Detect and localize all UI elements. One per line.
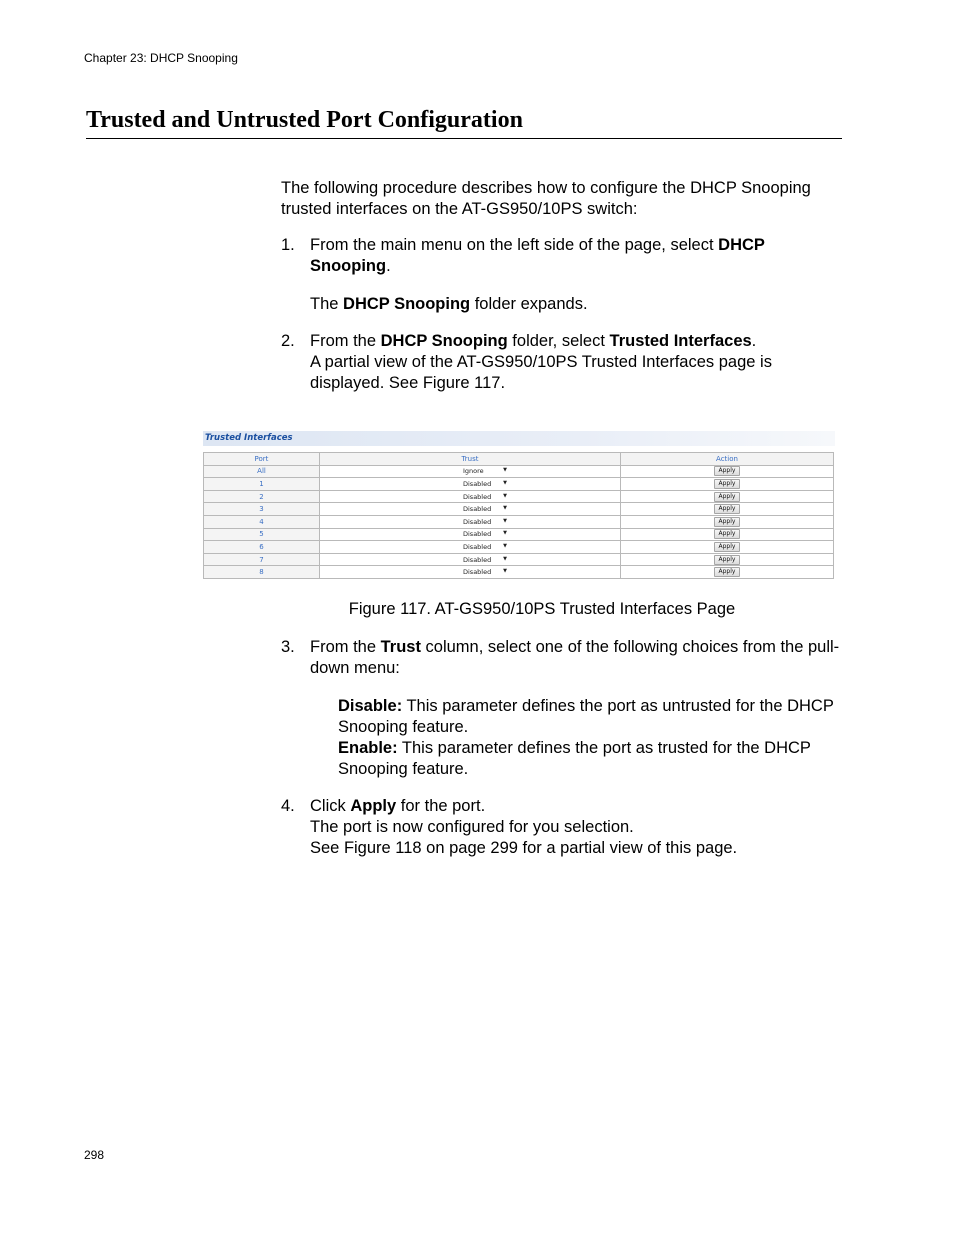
apply-button[interactable]: Apply bbox=[714, 555, 740, 565]
apply-button[interactable]: Apply bbox=[714, 479, 740, 489]
apply-button[interactable]: Apply bbox=[714, 529, 740, 539]
step-3 bbox=[281, 637, 841, 780]
trust-select[interactable]: Disabled ▼ bbox=[463, 479, 507, 488]
choice-enable: Enable: This parameter defines the port as trusted for the DHCP Snooping feature. bbox=[338, 739, 811, 778]
procedure-lower bbox=[281, 637, 841, 859]
step-number: 1. bbox=[281, 236, 295, 254]
apply-button[interactable]: Apply bbox=[714, 517, 740, 527]
apply-button[interactable]: Apply bbox=[714, 466, 740, 476]
step-2-result: A partial view of the AT-GS950/10PS Trusted Interfaces page is displayed. See Figure 117. bbox=[310, 353, 772, 392]
step-2-text: From the DHCP Snooping folder, select Trusted Interfaces. bbox=[310, 332, 757, 350]
dropdown-caret-icon: ▼ bbox=[503, 517, 507, 524]
column-header-action: Action bbox=[621, 453, 834, 466]
step-number: 3. bbox=[281, 638, 295, 656]
step-3-text: From the Trust column, select one of the following choices from the pull-down menu: bbox=[310, 638, 840, 677]
dropdown-caret-icon: ▼ bbox=[503, 505, 507, 512]
trust-select[interactable]: Disabled ▼ bbox=[463, 505, 507, 514]
port-cell: 5 bbox=[204, 528, 320, 541]
dropdown-caret-icon: ▼ bbox=[503, 530, 507, 537]
port-cell: 7 bbox=[204, 553, 320, 566]
step-number: 2. bbox=[281, 332, 295, 350]
trust-select[interactable]: Ignore ▼ bbox=[463, 467, 507, 476]
step-4-text: Click Apply for the port. bbox=[310, 797, 486, 815]
step-1 bbox=[281, 235, 841, 315]
figure-caption: Figure 117. AT-GS950/10PS Trusted Interfaces Page bbox=[348, 600, 736, 618]
table-row bbox=[204, 541, 834, 554]
port-cell: 3 bbox=[204, 503, 320, 516]
port-cell: 8 bbox=[204, 566, 320, 579]
dropdown-caret-icon: ▼ bbox=[503, 492, 507, 499]
port-cell: All bbox=[204, 465, 320, 478]
step-4-reference: See Figure 118 on page 299 for a partial view of this page. bbox=[310, 839, 738, 857]
table-header-row bbox=[204, 453, 834, 466]
page-number: 298 bbox=[84, 1148, 105, 1162]
port-cell: 4 bbox=[204, 515, 320, 528]
trust-select[interactable]: Disabled ▼ bbox=[463, 542, 507, 551]
port-cell: 1 bbox=[204, 478, 320, 491]
apply-button[interactable]: Apply bbox=[714, 492, 740, 502]
table-row bbox=[204, 490, 834, 503]
column-header-port: Port bbox=[204, 453, 320, 466]
step-1-result: The DHCP Snooping folder expands. bbox=[310, 295, 588, 313]
panel-title: Trusted Interfaces bbox=[203, 431, 835, 446]
table-row bbox=[204, 503, 834, 516]
procedure-upper bbox=[281, 178, 841, 394]
dropdown-caret-icon: ▼ bbox=[503, 479, 507, 486]
column-header-trust: Trust bbox=[320, 453, 621, 466]
apply-button[interactable]: Apply bbox=[714, 504, 740, 514]
table-row bbox=[204, 566, 834, 579]
step-2 bbox=[281, 331, 841, 394]
apply-button[interactable]: Apply bbox=[714, 542, 740, 552]
section-title: Trusted and Untrusted Port Configuration bbox=[86, 106, 842, 139]
choice-list bbox=[310, 696, 841, 780]
table-row bbox=[204, 553, 834, 566]
table-row bbox=[204, 515, 834, 528]
dropdown-caret-icon: ▼ bbox=[503, 568, 507, 575]
trust-select[interactable]: Disabled ▼ bbox=[463, 555, 507, 564]
intro-paragraph: The following procedure describes how to configure the DHCP Snooping trusted interfaces on the AT-GS950/10PS switch: bbox=[281, 179, 811, 218]
table-row bbox=[204, 465, 834, 478]
step-4-result: The port is now configured for you selection. bbox=[310, 818, 634, 836]
dropdown-caret-icon: ▼ bbox=[503, 467, 507, 474]
trusted-interfaces-table bbox=[203, 452, 834, 579]
table-row bbox=[204, 528, 834, 541]
step-number: 4. bbox=[281, 797, 295, 815]
choice-disable: Disable: This parameter defines the port as untrusted for the DHCP Snooping feature. bbox=[338, 697, 834, 736]
step-4 bbox=[281, 796, 841, 859]
trust-select[interactable]: Disabled ▼ bbox=[463, 530, 507, 539]
dropdown-caret-icon: ▼ bbox=[503, 555, 507, 562]
table-row bbox=[204, 478, 834, 491]
running-header: Chapter 23: DHCP Snooping bbox=[84, 51, 238, 65]
port-cell: 2 bbox=[204, 490, 320, 503]
step-1-text: From the main menu on the left side of the page, select DHCP Snooping. bbox=[310, 236, 765, 275]
trust-select[interactable]: Disabled ▼ bbox=[463, 568, 507, 577]
apply-button[interactable]: Apply bbox=[714, 567, 740, 577]
port-cell: 6 bbox=[204, 541, 320, 554]
trust-select[interactable]: Disabled ▼ bbox=[463, 492, 507, 501]
trusted-interfaces-figure bbox=[203, 431, 835, 579]
trust-select[interactable]: Disabled ▼ bbox=[463, 517, 507, 526]
dropdown-caret-icon: ▼ bbox=[503, 542, 507, 549]
